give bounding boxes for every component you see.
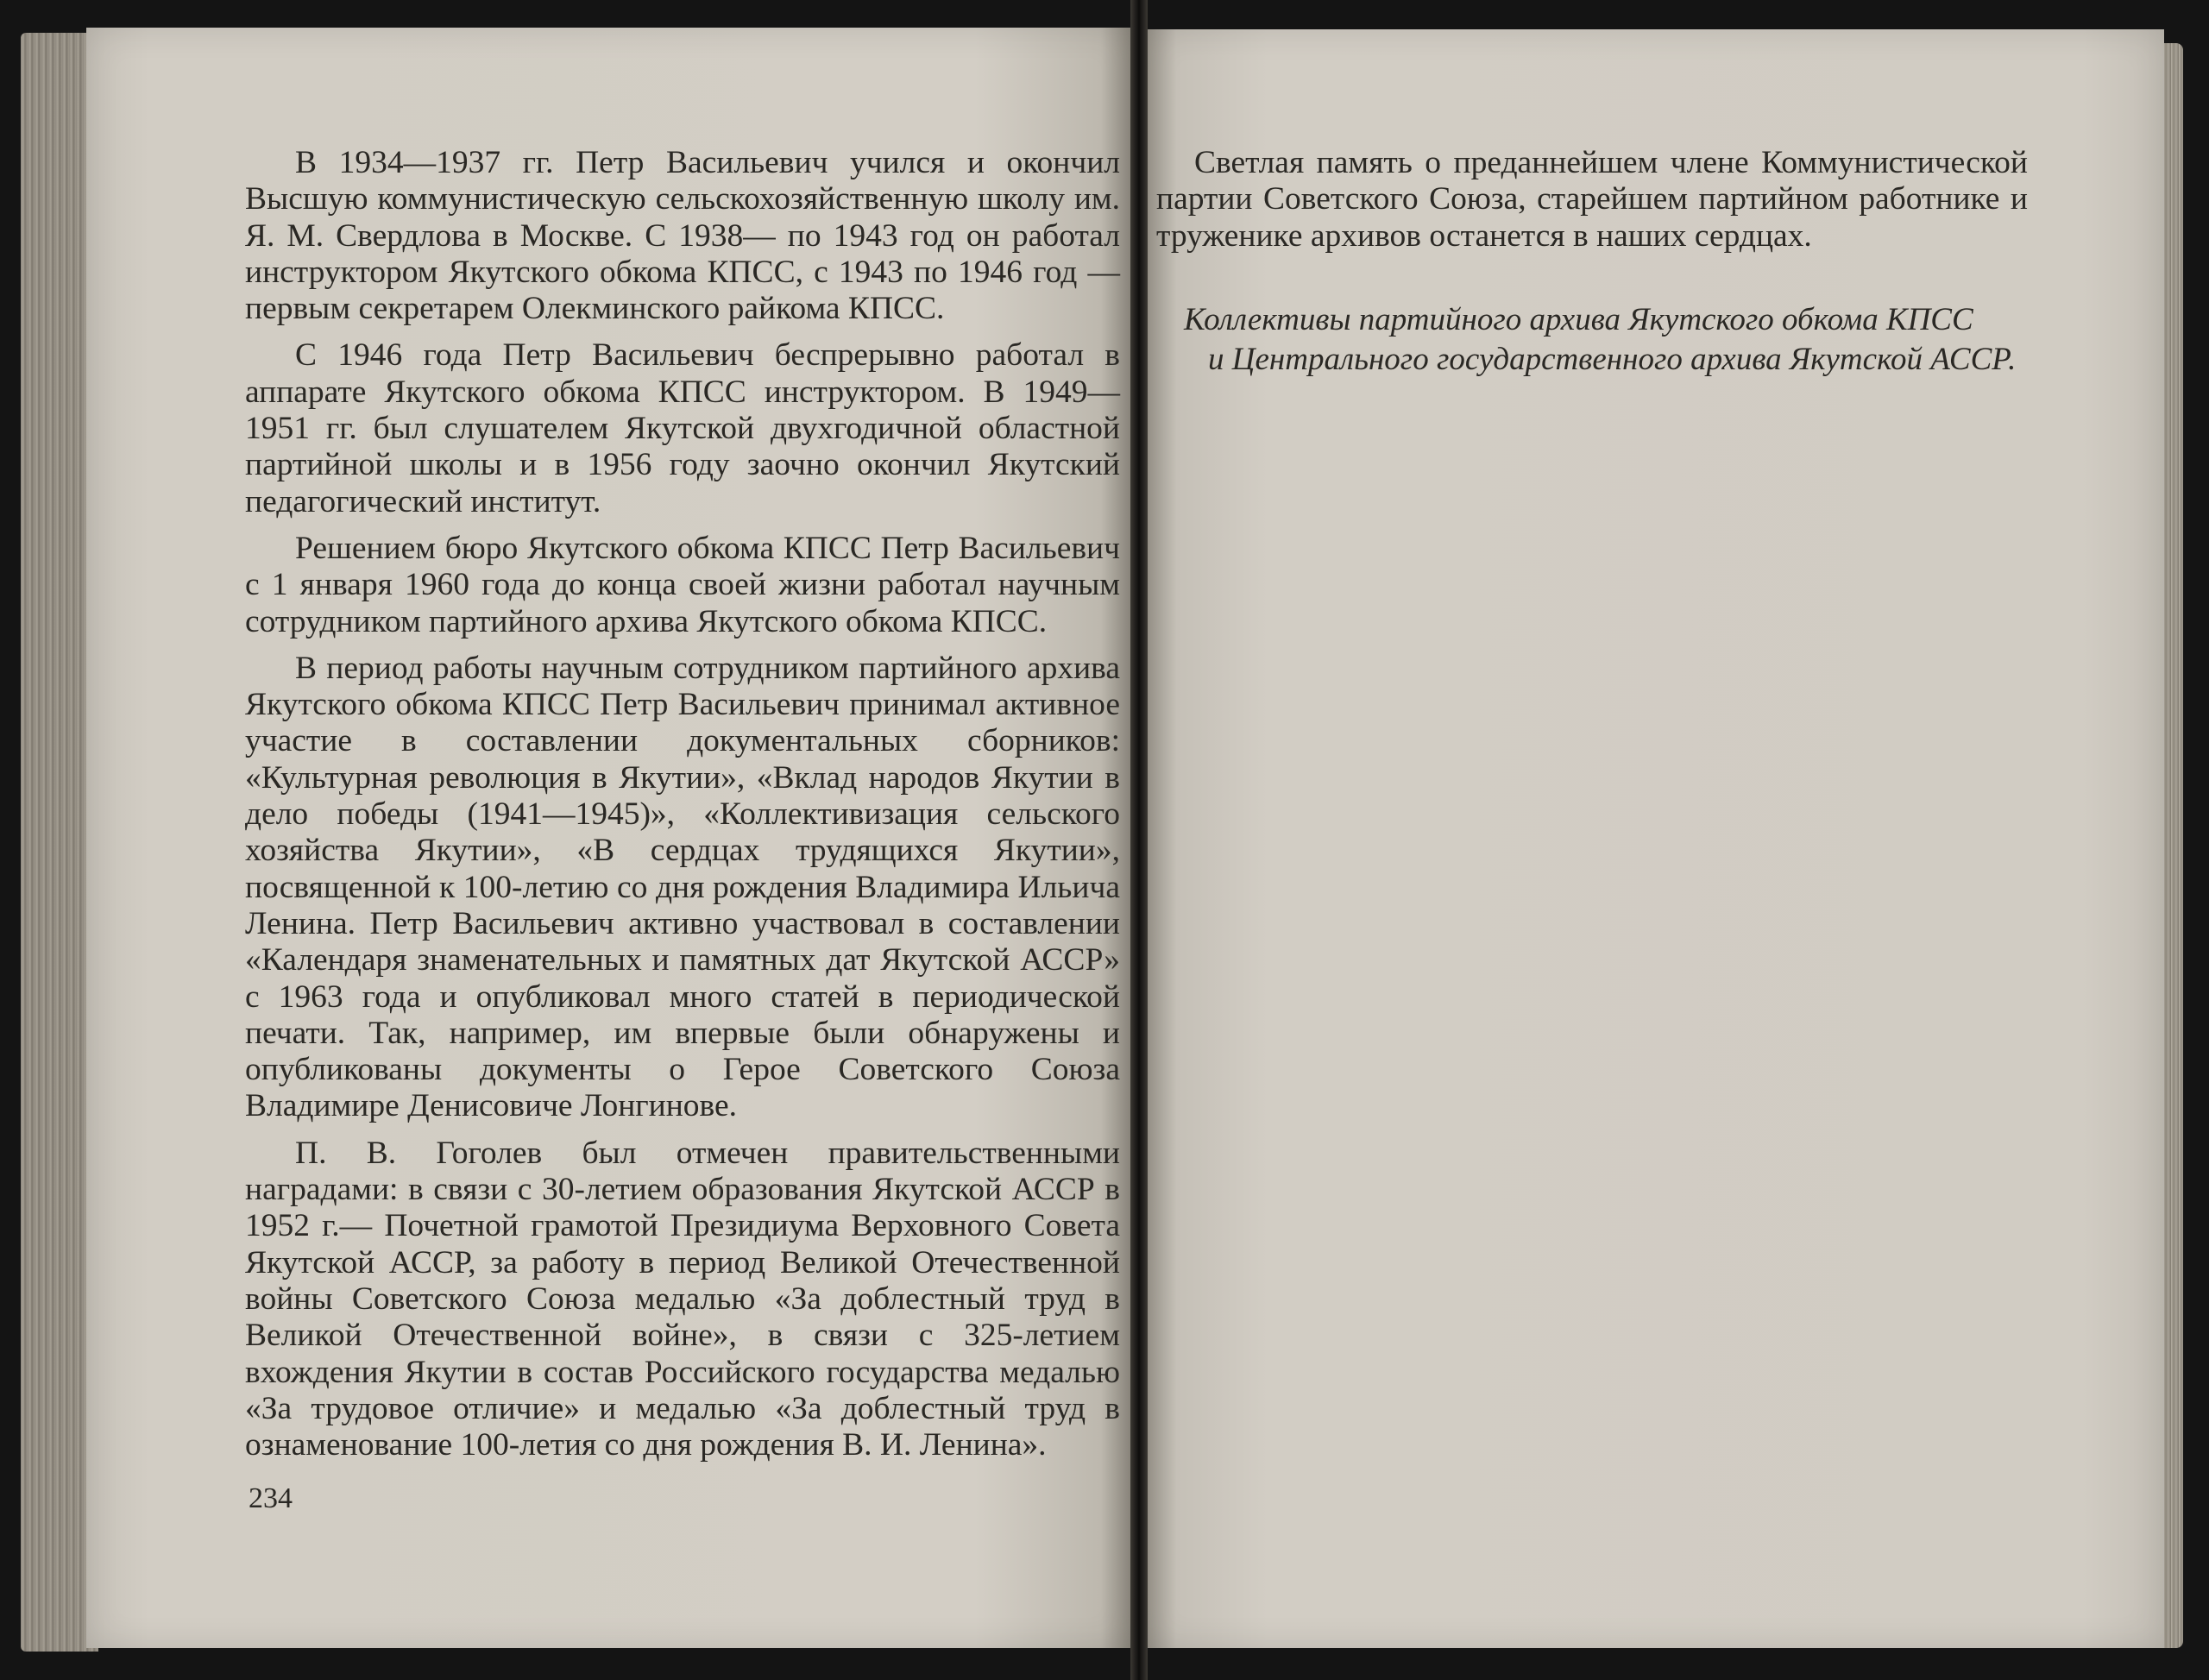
paragraph: С 1946 года Петр Васильевич беспрерывно работал в аппарате Якутского обкома КПСС инструктором. В 1949—1951 гг. был слушателем Якутской двухгодичной областной партийной школы и в 1956 году заочно окончил Якутский педагогический институт. [245, 337, 1120, 519]
paragraph: В 1934—1937 гг. Петр Васильевич учился и окончил Высшую коммунистическую сельскохозяйственную школу им. Я. М. Свердлова в Москве. С 1938— по 1943 год он работал инструктором Якутского обкома КПСС, с 1943 по 1946 год — первым секретарем Олекминского райкома КПСС. [245, 145, 1120, 327]
signature-line: и Центрального государственного архива Якутской АССР. [1208, 342, 2017, 377]
left-page-text [245, 145, 1120, 1463]
right-page [1146, 29, 2164, 1648]
right-page-paragraph: Светлая память о преданнейшем члене Коммунистической партии Советского Союза, старейшем партийном работнике и труженике архивов останется в наших сердцах. [1156, 145, 2028, 254]
paragraph: П. В. Гоголев был отмечен правительственными наградами: в связи с 30-летием образования Якутской АССР в 1952 г.— Почетной грамотой Президиума Верховного Совета Якутской АССР, за работу в период Великой Отечественной войны Советского Союза медалью «За доблестный труд в Великой Отечественной войне», в связи с 325-летием вхождения Якутии в состав Российского государства медалью «За трудовое отличие» и медалью «За доблестный труд в ознаменование 100-летия со дня рождения В. И. Ленина». [245, 1135, 1120, 1463]
paragraph: В период работы научным сотрудником партийного архива Якутского обкома КПСС Петр Васильевич принимал активное участие в составлении документальных сборников: «Культурная революция в Якутии», «Вклад народов Якутии в дело победы (1941—1945)», «Коллективизация сельского хозяйства Якутии», «В сердцах трудящихся Якутии», посвященной к 100-летию со дня рождения Владимира Ильича Ленина. Петр Васильевич активно участвовал в составлении «Календаря знаменательных и памятных дат Якутской АССР» с 1963 года и опубликовал много статей в периодической печати. Так, например, им впервые были обнаружены и опубликованы документы о Герое Советского Союза Владимире Денисовиче Лонгинове. [245, 650, 1120, 1124]
book-gutter [1130, 0, 1148, 1680]
page-number: 234 [249, 1482, 293, 1514]
signature-line: Коллективы партийного архива Якутского обкома КПСС [1184, 302, 1973, 337]
signature-block [1184, 300, 2030, 380]
paragraph: Решением бюро Якутского обкома КПСС Петр Васильевич с 1 января 1960 года до конца своей жизни работал научным сотрудником партийного архива Якутского обкома КПСС. [245, 530, 1120, 639]
